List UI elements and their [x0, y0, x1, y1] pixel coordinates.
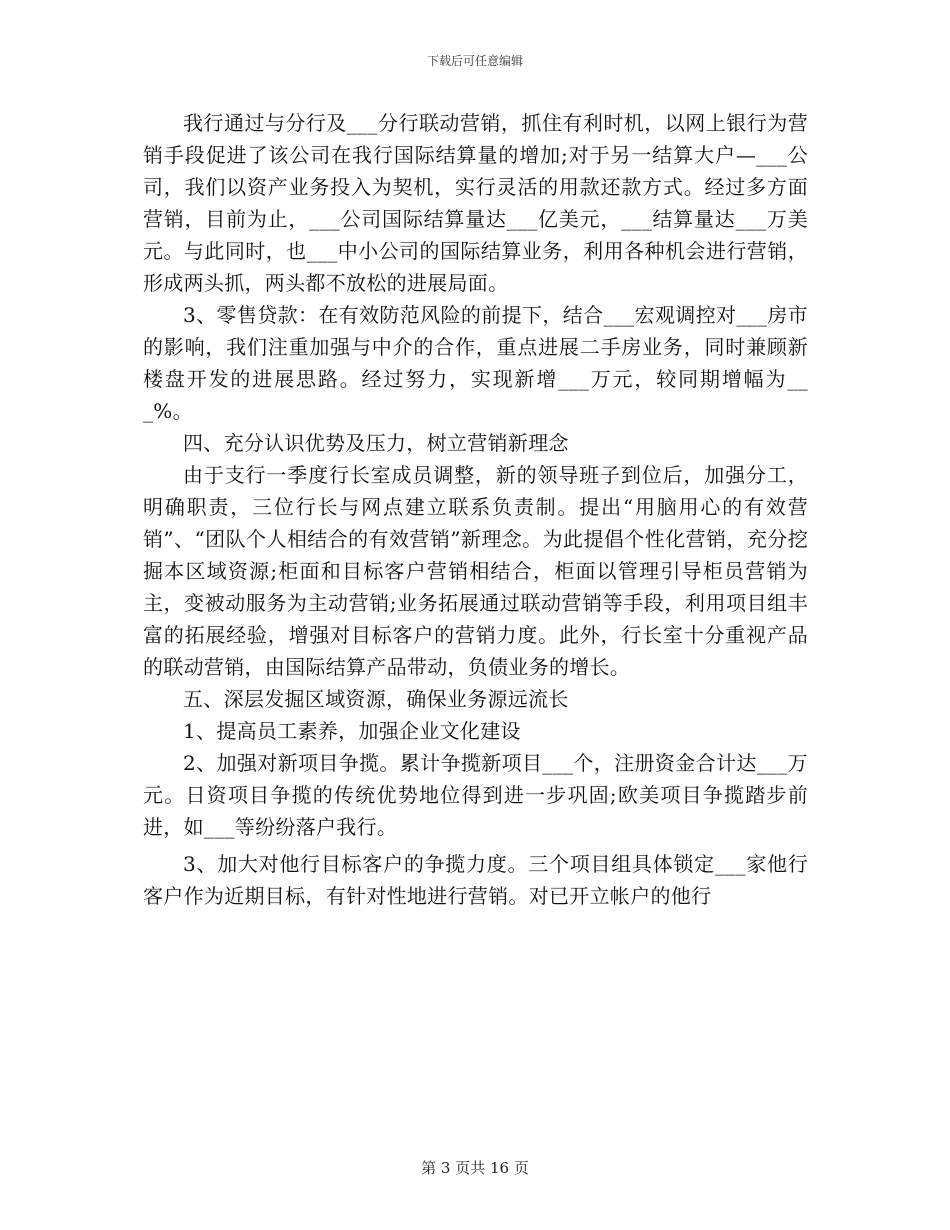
list-item-3: 3、加大对他行目标客户的争揽力度。三个项目组具体锁定___家他行客户作为近期目标，有针对性地进行营销。对已开立帐户的他行: [143, 852, 808, 908]
paragraph-marketing-concept: 由于支行一季度行长室成员调整，新的领导班子到位后，加强分工，明确职责，三位行长与网点建立联系负责制。提出“用脑用心的有效营销”、“团队个人相结合的有效营销”新理念。为此提倡个性化营销，充分挖掘本区域资源;柜面和目标客户营销相结合，柜面以管理引导柜员营销为主，变被动服务为主动营销;业务拓展通过联动营销等手段，利用项目组丰富的拓展经验，增强对目标客户的营销力度。此外，行长室十分重视产品的联动营销，由国际结算产品带动，负债业务的增长。: [143, 463, 808, 679]
document-body: [143, 107, 808, 912]
paragraph-retail-loans: 3、零售贷款：在有效防范风险的前提下，结合___宏观调控对___房市的影响，我们注重加强与中介的合作，重点进展二手房业务，同时兼顾新楼盘开发的进展思路。经过努力，实现新增___万元，较同期增幅为___%。: [143, 303, 808, 423]
page-number: 第 3 页共 16 页: [421, 1159, 529, 1177]
section-heading-4: 四、充分认识优势及压力，树立营销新理念: [183, 431, 569, 455]
list-item-2: 2、加强对新项目争揽。累计争揽新项目___个，注册资金合计达___万元。日资项目争揽的传统优势地位得到进一步巩固;欧美项目争揽踏步前进，如___等纷纷落户我行。: [143, 751, 808, 839]
paragraph-international-settlement: 我行通过与分行及___分行联动营销，抓住有利时机，以网上银行为营销手段促进了该公司在我行国际结算量的增加;对于另一结算大户—___公司，我们以资产业务投入为契机，实行灵活的用款还款方式。经过多方面营销，目前为止，___公司国际结算量达___亿美元，___结算量达___万美元。与此同时，也___中小公司的国际结算业务，利用各种机会进行营销，形成两头抓，两头都不放松的进展局面。: [143, 111, 808, 295]
page-header: 下载后可任意编辑: [426, 54, 523, 68]
list-item-1: 1、提高员工素养，加强企业文化建设: [183, 719, 521, 743]
section-heading-5: 五、深层发掘区域资源，确保业务源远流长: [183, 687, 569, 711]
